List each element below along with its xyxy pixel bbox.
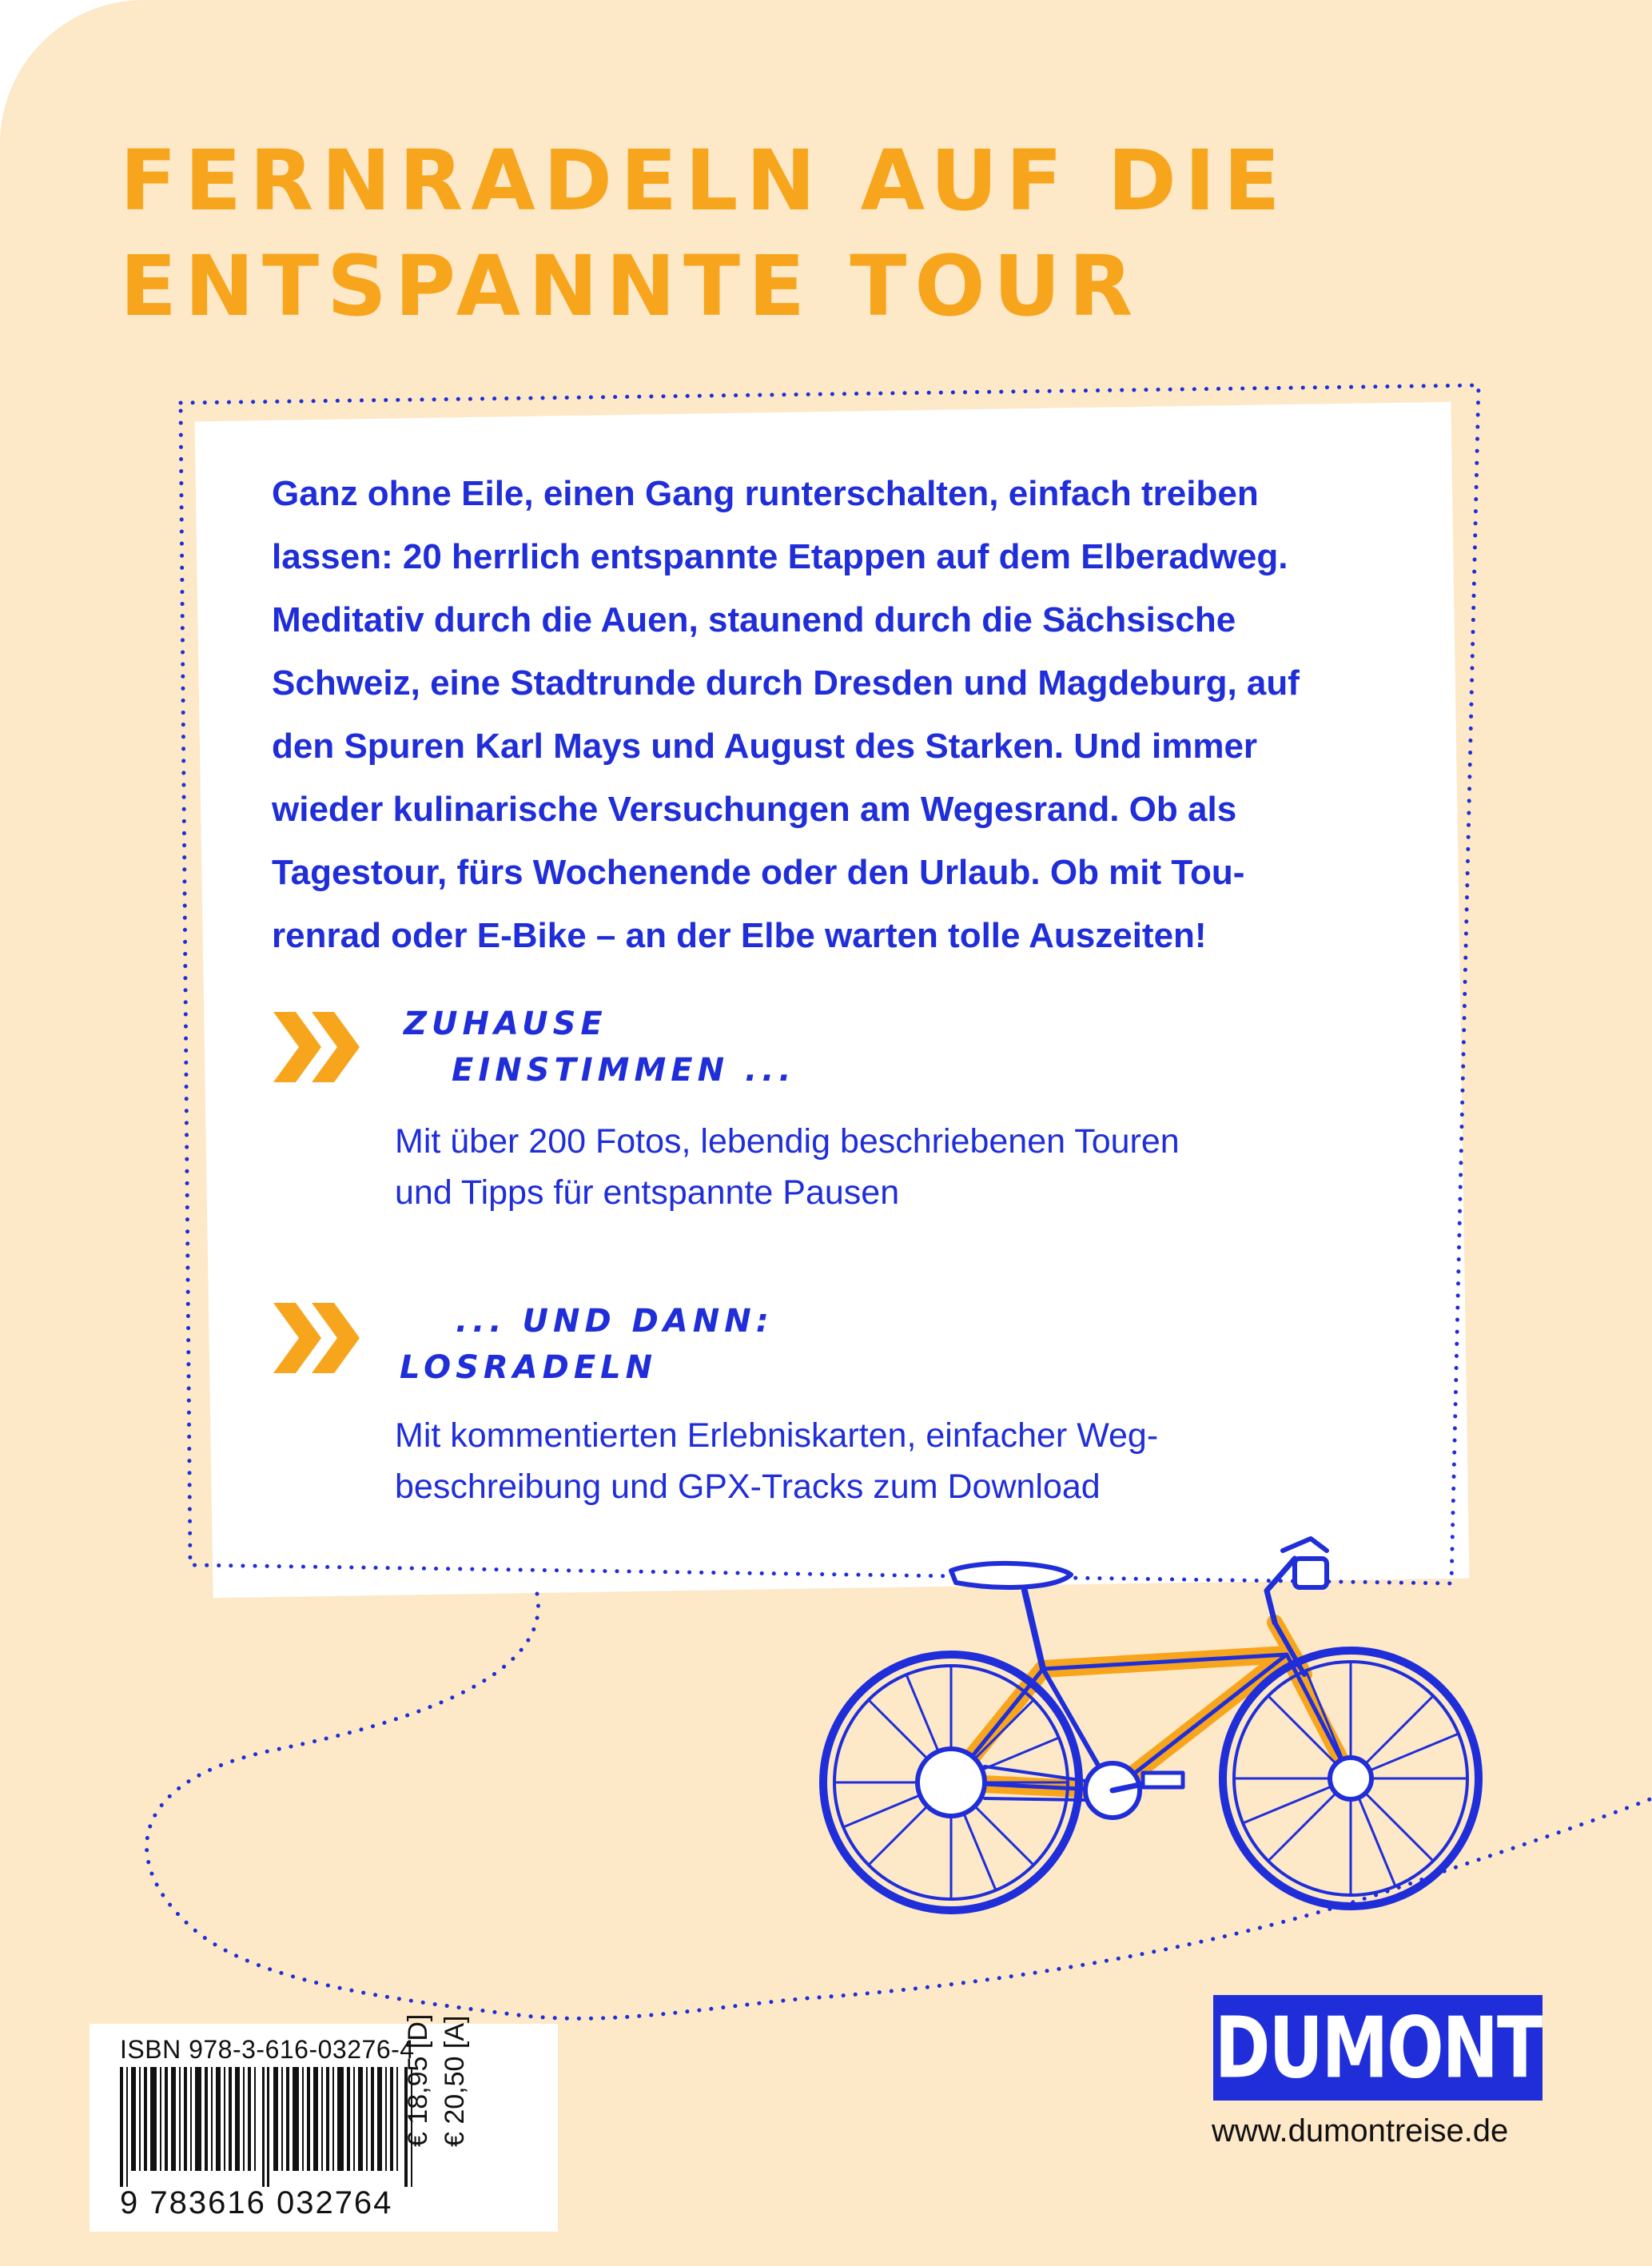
logo-text: DUMONT: [1214, 1998, 1542, 2097]
barcode: [120, 2067, 416, 2187]
headline-line-1: FERNRADELN AUF DIE: [120, 132, 1288, 229]
ean-number: 9 783616 032764: [120, 2185, 393, 2220]
bicycle-illustration: [815, 1463, 1535, 1958]
price-austria: € 20,50 [A]: [440, 2015, 470, 2147]
feature-2-heading-line-2: LOSRADELN: [400, 1349, 658, 1386]
description-line: lassen: 20 herrlich entspannte Etappen auf dem Elberadweg.: [272, 537, 1288, 576]
feature-1-heading-line-2: EINSTIMMEN ...: [452, 1052, 796, 1089]
double-chevron-right-icon: [270, 1007, 366, 1087]
isbn-number: ISBN 978-3-616-03276-4: [120, 2035, 415, 2064]
description-line: Ganz ohne Eile, einen Gang runterschalten, einfach treiben: [272, 474, 1259, 513]
description-line: renrad oder E-Bike – an der Elbe warten tolle Auszeiten!: [272, 916, 1207, 955]
feature-1-heading: [404, 1001, 796, 1093]
feature-1-text-line-1: Mit über 200 Fotos, lebendig beschriebenen Touren: [395, 1122, 1180, 1161]
dumont-logo: [1213, 1995, 1543, 2101]
feature-1-text-line-2: und Tipps für entspannte Pausen: [395, 1173, 900, 1212]
description-line: Meditativ durch die Auen, staunend durch die Sächsische: [272, 600, 1236, 639]
description-line: Schweiz, eine Stadtrunde durch Dresden und Magdeburg, auf: [272, 663, 1300, 703]
feature-2-heading: [400, 1298, 774, 1391]
feature-1-heading-line-1: ZUHAUSE: [404, 1006, 607, 1042]
price-germany: € 18,95 [D]: [403, 2013, 433, 2147]
feature-1-text: [395, 1116, 1180, 1218]
feature-2-text-line-2: beschreibung und GPX-Tracks zum Download: [395, 1468, 1101, 1506]
publisher-url: www.dumontreise.de: [1212, 2113, 1509, 2149]
description-line: den Spuren Karl Mays und August des Starken. Und immer: [272, 727, 1258, 766]
description-line: wieder kulinarische Versuchungen am Wegesrand. Ob als: [272, 790, 1237, 829]
headline-line-2: ENTSPANNTE TOUR: [120, 237, 1141, 335]
description-line: Tagestour, fürs Wochenende oder den Urlaub. Ob mit Tou-: [272, 853, 1245, 892]
feature-2-text-line-1: Mit kommentierten Erlebniskarten, einfacher Weg-: [395, 1416, 1159, 1455]
feature-2-heading-line-1: ... UND DANN:: [456, 1303, 774, 1340]
double-chevron-right-icon: [270, 1298, 366, 1378]
price-block: [400, 1963, 473, 2147]
description-text: [272, 462, 1423, 967]
